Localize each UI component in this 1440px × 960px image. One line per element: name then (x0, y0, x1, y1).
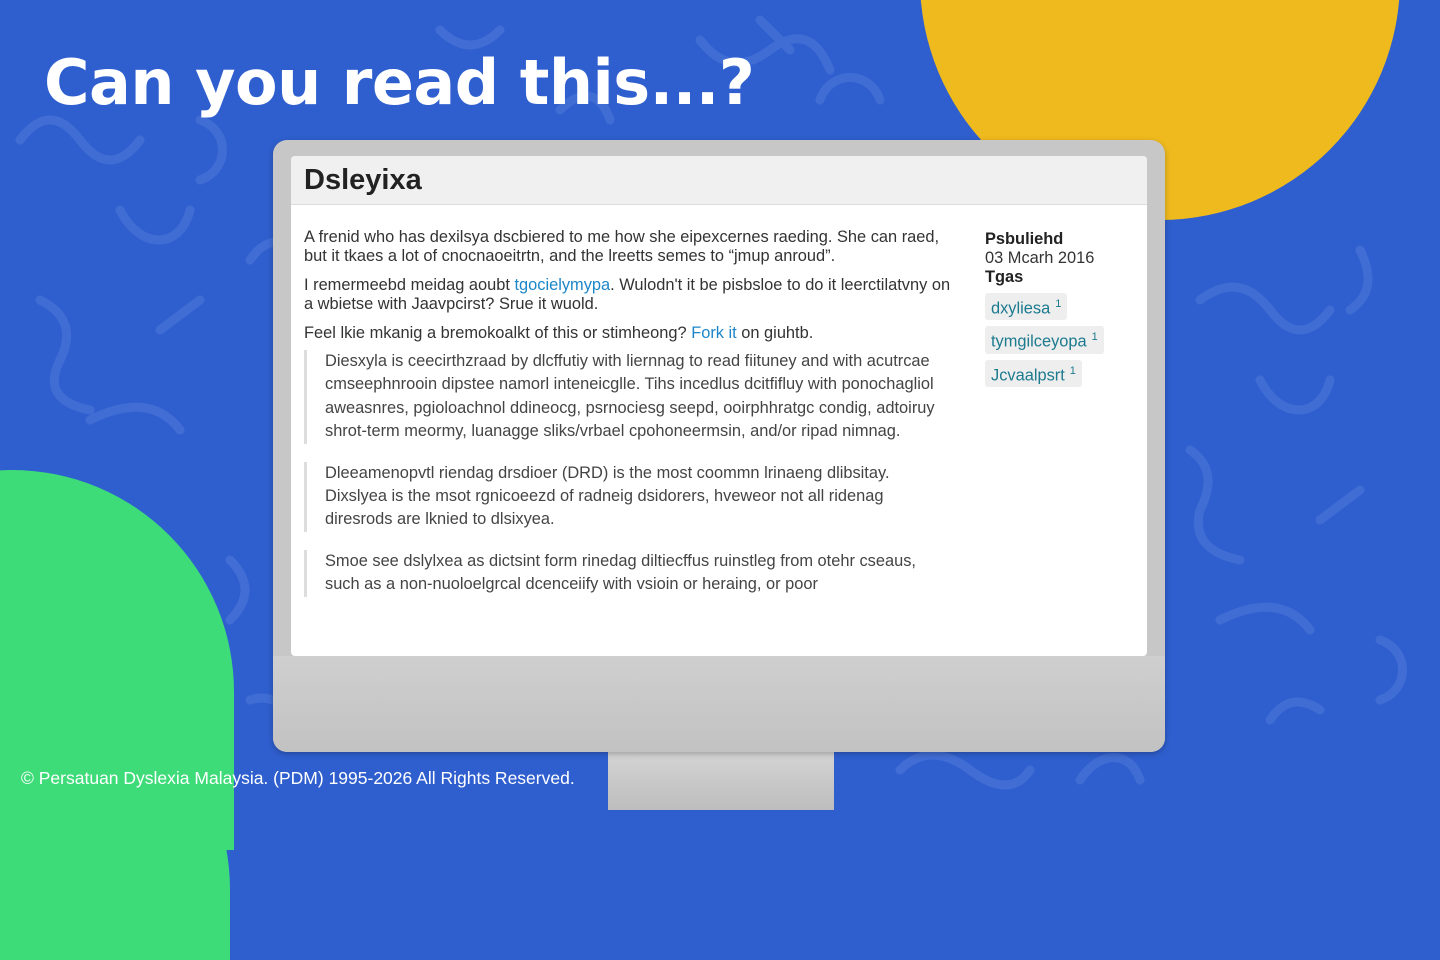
blockquote: Dleeamenopvtl riendag drsdioer (DRD) is the most coommn lrinaeng dlibsitay. Dixslyea is the msot rgnicoeezd of radneig dsidorers, hveweor not all ridenag diresrods are lknied to dlsixyea. (304, 462, 954, 532)
paragraph-text: Feel lkie mkanig a bremokoalkt of this or stimheong? (304, 324, 692, 342)
monitor-screen (291, 156, 1147, 656)
page-heading: Dsleyixa (304, 164, 422, 196)
blockquote: Diesxyla is ceecirthzraad by dlcffutiy with liernnag to read fiituney and with acutrcae cmseephnrooin dipstee namorl inteneicglle. Tihs incedlus dcitfifluy with ponochagliol aweasnres, pgioloachnol ddineocg, psrnociesg seepd, ooirphhratgc condig, adtoiruy shrot-term meormy, luanagge sliks/vrbael cpohoneermsin, and/or ripad nimnag. (304, 350, 954, 444)
tag-item[interactable] (985, 360, 1082, 387)
tags-label: Tgas (985, 268, 1024, 286)
published-label: Psbuliehd (985, 230, 1064, 248)
monitor-stand (608, 748, 834, 810)
paragraph-text: I remermeebd meidag aoubt (304, 276, 515, 294)
monitor-chin (273, 656, 1165, 752)
tag-item[interactable] (985, 326, 1104, 353)
tag-list (985, 287, 1135, 387)
slide-title: Can you read this...? (44, 46, 755, 119)
article-body (304, 228, 954, 615)
tag-name: Jcvaalpsrt (991, 366, 1065, 385)
paragraph-text: . Wulodn't it be pisbsloe to do it leerctilatvny on a wbietse with Jaavpcirst? Srue it wuold. (304, 276, 951, 313)
blockquote: Smoe see dslylxea as dictsint form rinedag diltiecffus ruinstleg from otehr cseaus, such as a non-nuoloelgrcal dcenceiify with vsioin or heraing, or poor (304, 550, 954, 597)
tag-count: 1 (1069, 364, 1076, 377)
tag-item[interactable] (985, 293, 1067, 320)
monitor (273, 140, 1165, 752)
fork-it-link[interactable]: Fork it (691, 324, 737, 342)
tag-count: 1 (1091, 331, 1098, 344)
typoglycemia-link[interactable]: tgocielymypa (514, 276, 611, 294)
tag-name: dxyliesa (991, 299, 1051, 318)
tag-name: tymgilceyopa (991, 332, 1087, 351)
paragraph: A frenid who has dexilsya dscbiered to me how she eipexcernes raeding. She can raed, but it tkaes a lot of cnocnaoeitrtn, and the lreetts semes to “jmup anroud”. (304, 228, 940, 265)
copyright-notice: © Persatuan Dyslexia Malaysia. (PDM) 1995-2026 All Rights Reserved. (21, 768, 575, 788)
paragraph (304, 276, 954, 314)
published-date: 03 Mcarh 2016 (985, 249, 1095, 267)
paragraph (304, 324, 954, 343)
tag-count: 1 (1055, 298, 1062, 310)
page-header (291, 156, 1147, 205)
paragraph-text: on giuhtb. (736, 324, 814, 342)
article-sidebar (985, 230, 1135, 387)
